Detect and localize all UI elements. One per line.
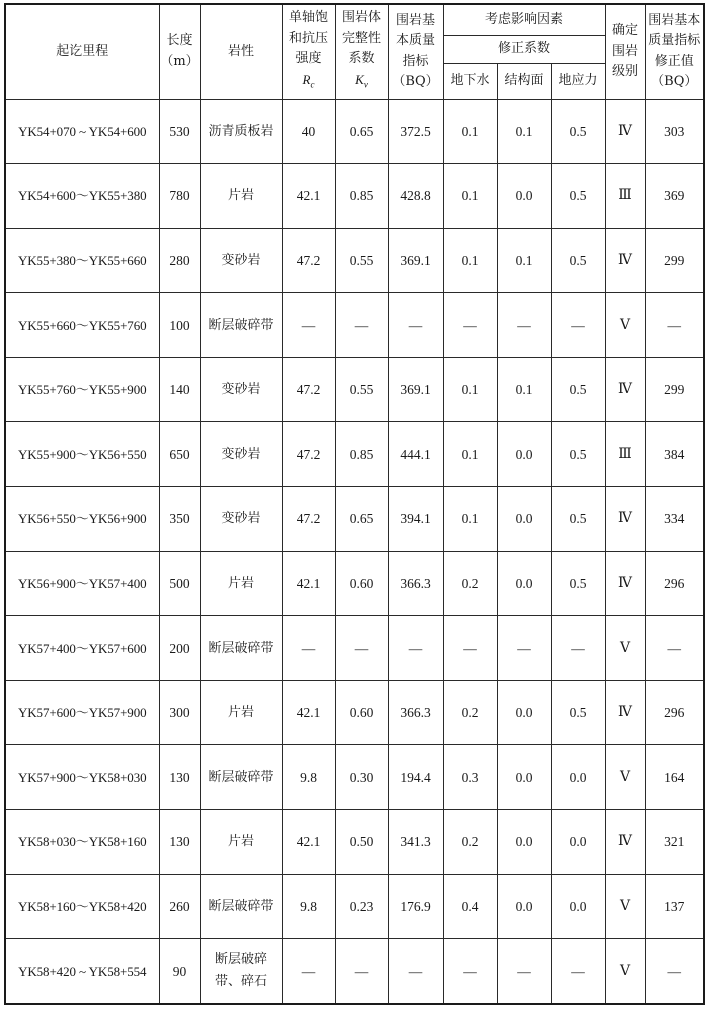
- cell-corrected-bq: 334: [645, 487, 704, 552]
- header-lithology: 岩性: [200, 4, 282, 99]
- cell-mileage: YK55+760～YK55+900: [5, 357, 159, 422]
- cell-stress: —: [551, 616, 605, 681]
- cell-corrected-bq: 321: [645, 810, 704, 875]
- cell-lithology: 变砂岩: [200, 357, 282, 422]
- cell-stress: 0.0: [551, 810, 605, 875]
- cell-kv: 0.85: [335, 422, 388, 487]
- cell-kv: 0.60: [335, 551, 388, 616]
- cell-grade: Ⅴ: [605, 939, 645, 1004]
- cell-kv: 0.60: [335, 680, 388, 745]
- cell-lithology: 断层破碎带: [200, 616, 282, 681]
- cell-stress: 0.0: [551, 745, 605, 810]
- cell-grade: Ⅳ: [605, 357, 645, 422]
- cell-kv: 0.65: [335, 99, 388, 164]
- cell-structure: 0.0: [497, 874, 551, 939]
- cell-kv: —: [335, 616, 388, 681]
- cell-rc: 9.8: [282, 874, 335, 939]
- cell-bq: 341.3: [388, 810, 443, 875]
- table-row: [5, 357, 704, 422]
- cell-structure: 0.0: [497, 680, 551, 745]
- table-body: [5, 99, 704, 1004]
- cell-lithology: 变砂岩: [200, 487, 282, 552]
- cell-rc: 47.2: [282, 487, 335, 552]
- cell-mileage: YK54+600～YK55+380: [5, 164, 159, 229]
- cell-length: 350: [159, 487, 200, 552]
- cell-structure: 0.0: [497, 487, 551, 552]
- header-corrected-bq: 围岩基本 质量指标 修正值 （BQ）: [645, 4, 704, 99]
- cell-stress: 0.5: [551, 228, 605, 293]
- header-rc: 单轴饱 和抗压 强度 $R_c$: [282, 4, 335, 99]
- cell-bq: 372.5: [388, 99, 443, 164]
- cell-bq: —: [388, 293, 443, 358]
- cell-lithology: 变砂岩: [200, 228, 282, 293]
- cell-groundwater: —: [443, 616, 497, 681]
- cell-structure: 0.1: [497, 99, 551, 164]
- cell-kv: 0.85: [335, 164, 388, 229]
- cell-rc: 47.2: [282, 357, 335, 422]
- header-groundwater: 地下水: [443, 63, 497, 99]
- cell-mileage: YK54+070 ~ YK54+600: [5, 99, 159, 164]
- cell-grade: Ⅴ: [605, 293, 645, 358]
- cell-corrected-bq: 164: [645, 745, 704, 810]
- cell-corrected-bq: 137: [645, 874, 704, 939]
- header-factors: 考虑影响因素: [443, 4, 605, 35]
- cell-groundwater: 0.1: [443, 99, 497, 164]
- cell-groundwater: 0.1: [443, 228, 497, 293]
- cell-length: 130: [159, 745, 200, 810]
- cell-bq: —: [388, 939, 443, 1004]
- cell-corrected-bq: 296: [645, 551, 704, 616]
- cell-rc: 42.1: [282, 164, 335, 229]
- header-grade: 确定 围岩 级别: [605, 4, 645, 99]
- cell-structure: 0.0: [497, 164, 551, 229]
- cell-rc: 9.8: [282, 745, 335, 810]
- cell-stress: —: [551, 293, 605, 358]
- cell-structure: 0.1: [497, 228, 551, 293]
- cell-groundwater: 0.1: [443, 164, 497, 229]
- header-length: 长度 （m）: [159, 4, 200, 99]
- cell-length: 280: [159, 228, 200, 293]
- cell-lithology: 片岩: [200, 551, 282, 616]
- cell-bq: 366.3: [388, 551, 443, 616]
- table-row: [5, 487, 704, 552]
- cell-lithology: 断层破碎 带、碎石: [200, 939, 282, 1004]
- cell-groundwater: 0.2: [443, 680, 497, 745]
- table-row: [5, 616, 704, 681]
- cell-bq: 444.1: [388, 422, 443, 487]
- header-stress: 地应力: [551, 63, 605, 99]
- cell-bq: 394.1: [388, 487, 443, 552]
- cell-structure: —: [497, 616, 551, 681]
- cell-grade: Ⅳ: [605, 680, 645, 745]
- table-row: [5, 680, 704, 745]
- cell-rc: —: [282, 616, 335, 681]
- cell-length: 130: [159, 810, 200, 875]
- cell-stress: 0.5: [551, 164, 605, 229]
- cell-rc: 42.1: [282, 680, 335, 745]
- cell-stress: 0.5: [551, 99, 605, 164]
- cell-mileage: YK58+420 ~ YK58+554: [5, 939, 159, 1004]
- cell-groundwater: 0.4: [443, 874, 497, 939]
- cell-lithology: 片岩: [200, 680, 282, 745]
- cell-mileage: YK58+030～YK58+160: [5, 810, 159, 875]
- cell-groundwater: —: [443, 293, 497, 358]
- cell-stress: 0.5: [551, 551, 605, 616]
- cell-mileage: YK58+160～YK58+420: [5, 874, 159, 939]
- cell-grade: Ⅴ: [605, 616, 645, 681]
- table-row: [5, 810, 704, 875]
- cell-kv: 0.65: [335, 487, 388, 552]
- cell-grade: Ⅳ: [605, 551, 645, 616]
- cell-groundwater: 0.1: [443, 487, 497, 552]
- cell-lithology: 断层破碎带: [200, 293, 282, 358]
- cell-rc: 40: [282, 99, 335, 164]
- cell-rc: 47.2: [282, 422, 335, 487]
- cell-stress: 0.0: [551, 874, 605, 939]
- cell-groundwater: 0.1: [443, 422, 497, 487]
- cell-corrected-bq: 303: [645, 99, 704, 164]
- cell-lithology: 片岩: [200, 164, 282, 229]
- cell-kv: —: [335, 939, 388, 1004]
- cell-structure: 0.0: [497, 422, 551, 487]
- cell-bq: 369.1: [388, 228, 443, 293]
- cell-kv: 0.55: [335, 228, 388, 293]
- cell-bq: 176.9: [388, 874, 443, 939]
- cell-kv: 0.30: [335, 745, 388, 810]
- cell-grade: Ⅳ: [605, 487, 645, 552]
- header-bq: 围岩基 本质量 指标 （BQ）: [388, 4, 443, 99]
- table-row: [5, 293, 704, 358]
- cell-length: 200: [159, 616, 200, 681]
- cell-mileage: YK56+900～YK57+400: [5, 551, 159, 616]
- cell-length: 140: [159, 357, 200, 422]
- cell-rc: 47.2: [282, 228, 335, 293]
- table-row: [5, 164, 704, 229]
- cell-groundwater: 0.3: [443, 745, 497, 810]
- cell-length: 300: [159, 680, 200, 745]
- table-header: [5, 4, 704, 99]
- cell-mileage: YK55+660～YK55+760: [5, 293, 159, 358]
- cell-grade: Ⅳ: [605, 810, 645, 875]
- cell-lithology: 变砂岩: [200, 422, 282, 487]
- cell-mileage: YK57+900～YK58+030: [5, 745, 159, 810]
- cell-rc: —: [282, 293, 335, 358]
- cell-structure: 0.0: [497, 810, 551, 875]
- cell-bq: 194.4: [388, 745, 443, 810]
- cell-mileage: YK55+380～YK55+660: [5, 228, 159, 293]
- cell-length: 500: [159, 551, 200, 616]
- table-row: [5, 745, 704, 810]
- cell-lithology: 片岩: [200, 810, 282, 875]
- cell-rc: 42.1: [282, 551, 335, 616]
- cell-length: 780: [159, 164, 200, 229]
- cell-grade: Ⅴ: [605, 874, 645, 939]
- header-structure: 结构面: [497, 63, 551, 99]
- cell-stress: 0.5: [551, 357, 605, 422]
- cell-grade: Ⅲ: [605, 422, 645, 487]
- cell-rc: —: [282, 939, 335, 1004]
- cell-stress: 0.5: [551, 487, 605, 552]
- cell-groundwater: 0.2: [443, 810, 497, 875]
- header-kv: 围岩体 完整性 系数 $K_v$: [335, 4, 388, 99]
- cell-corrected-bq: 384: [645, 422, 704, 487]
- table-row: [5, 99, 704, 164]
- cell-rc: 42.1: [282, 810, 335, 875]
- table-row: [5, 228, 704, 293]
- cell-mileage: YK57+600～YK57+900: [5, 680, 159, 745]
- cell-kv: 0.50: [335, 810, 388, 875]
- cell-kv: 0.55: [335, 357, 388, 422]
- cell-grade: Ⅴ: [605, 745, 645, 810]
- cell-bq: 366.3: [388, 680, 443, 745]
- cell-stress: —: [551, 939, 605, 1004]
- cell-groundwater: 0.1: [443, 357, 497, 422]
- cell-length: 90: [159, 939, 200, 1004]
- cell-kv: 0.23: [335, 874, 388, 939]
- cell-mileage: YK55+900～YK56+550: [5, 422, 159, 487]
- cell-corrected-bq: 296: [645, 680, 704, 745]
- cell-lithology: 断层破碎带: [200, 745, 282, 810]
- cell-structure: 0.1: [497, 357, 551, 422]
- header-mileage: 起讫里程: [5, 4, 159, 99]
- cell-corrected-bq: 369: [645, 164, 704, 229]
- cell-grade: Ⅲ: [605, 164, 645, 229]
- header-coefficients: 修正系数: [443, 35, 605, 63]
- cell-corrected-bq: —: [645, 939, 704, 1004]
- cell-lithology: 断层破碎带: [200, 874, 282, 939]
- cell-corrected-bq: —: [645, 616, 704, 681]
- cell-corrected-bq: —: [645, 293, 704, 358]
- cell-bq: —: [388, 616, 443, 681]
- document-page: [4, 3, 703, 1005]
- cell-bq: 428.8: [388, 164, 443, 229]
- cell-grade: Ⅳ: [605, 228, 645, 293]
- table-row: [5, 551, 704, 616]
- cell-length: 260: [159, 874, 200, 939]
- cell-groundwater: —: [443, 939, 497, 1004]
- cell-structure: —: [497, 293, 551, 358]
- cell-length: 100: [159, 293, 200, 358]
- cell-length: 530: [159, 99, 200, 164]
- table-row: [5, 874, 704, 939]
- cell-kv: —: [335, 293, 388, 358]
- cell-corrected-bq: 299: [645, 357, 704, 422]
- cell-mileage: YK56+550～YK56+900: [5, 487, 159, 552]
- cell-mileage: YK57+400～YK57+600: [5, 616, 159, 681]
- cell-structure: 0.0: [497, 745, 551, 810]
- cell-grade: Ⅳ: [605, 99, 645, 164]
- cell-length: 650: [159, 422, 200, 487]
- table-row: [5, 422, 704, 487]
- cell-corrected-bq: 299: [645, 228, 704, 293]
- cell-lithology: 沥青质板岩: [200, 99, 282, 164]
- cell-structure: —: [497, 939, 551, 1004]
- rock-classification-table: [4, 3, 705, 1005]
- cell-structure: 0.0: [497, 551, 551, 616]
- cell-stress: 0.5: [551, 680, 605, 745]
- cell-groundwater: 0.2: [443, 551, 497, 616]
- cell-stress: 0.5: [551, 422, 605, 487]
- table-row: [5, 939, 704, 1004]
- cell-bq: 369.1: [388, 357, 443, 422]
